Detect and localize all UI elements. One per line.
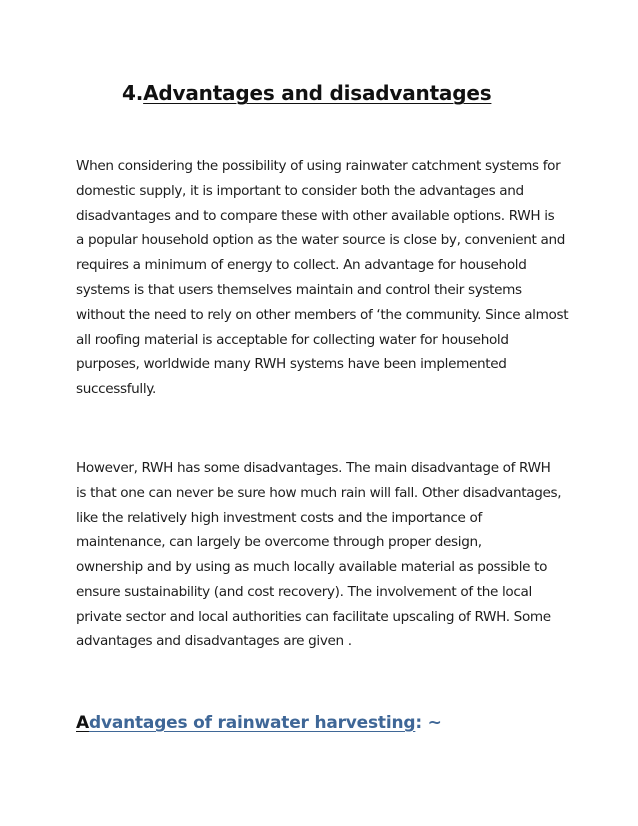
paragraph-line: systems is that users themselves maintain and control their systems	[76, 281, 522, 298]
paragraph-line: purposes, worldwide many RWH systems have been implemented	[76, 356, 507, 373]
section-heading	[122, 80, 491, 106]
paragraph-line: all roofing material is acceptable for collecting water for household	[76, 331, 509, 348]
paragraph-line: domestic supply, it is important to consider both the advantages and	[76, 182, 524, 199]
advantages-subheading	[76, 711, 442, 735]
paragraph-line: disadvantages and to compare these with other available options. RWH is	[76, 207, 555, 224]
paragraph-line: private sector and local authorities can facilitate upscaling of RWH. Some	[76, 608, 551, 625]
paragraph-intro	[76, 154, 576, 402]
subheading-initial: A	[76, 713, 89, 733]
paragraph-line: maintenance, can largely be overcome through proper design,	[76, 534, 482, 551]
section-title: Advantages and disadvantages	[143, 81, 492, 105]
paragraph-line: requires a minimum of energy to collect. An advantage for household	[76, 257, 527, 274]
paragraph-line: advantages and disadvantages are given .	[76, 633, 352, 650]
paragraph-line: is that one can never be sure how much rain will fall. Other disadvantages,	[76, 484, 562, 501]
paragraph-line: ensure sustainability (and cost recovery). The involvement of the local	[76, 583, 532, 600]
paragraph-line: a popular household option as the water source is close by, convenient and	[76, 232, 566, 249]
subheading-suffix: : ~	[415, 713, 442, 733]
paragraph-ownership	[76, 555, 576, 654]
paragraph-line: without the need to rely on other members of ‘the community. Since almost	[76, 306, 569, 323]
paragraph-line: like the relatively high investment costs and the importance of	[76, 509, 482, 526]
paragraph-line: successfully.	[76, 381, 157, 398]
paragraph-line: When considering the possibility of using rainwater catchment systems for	[76, 158, 561, 174]
paragraph-line: However, RWH has some disadvantages. The main disadvantage of RWH	[76, 460, 551, 476]
paragraph-disadvantages	[76, 456, 576, 555]
subheading-title: dvantages of rainwater harvesting	[88, 713, 416, 733]
paragraph-line: ownership and by using as much locally available material as possible to	[76, 559, 548, 575]
section-number: 4.	[122, 81, 144, 105]
